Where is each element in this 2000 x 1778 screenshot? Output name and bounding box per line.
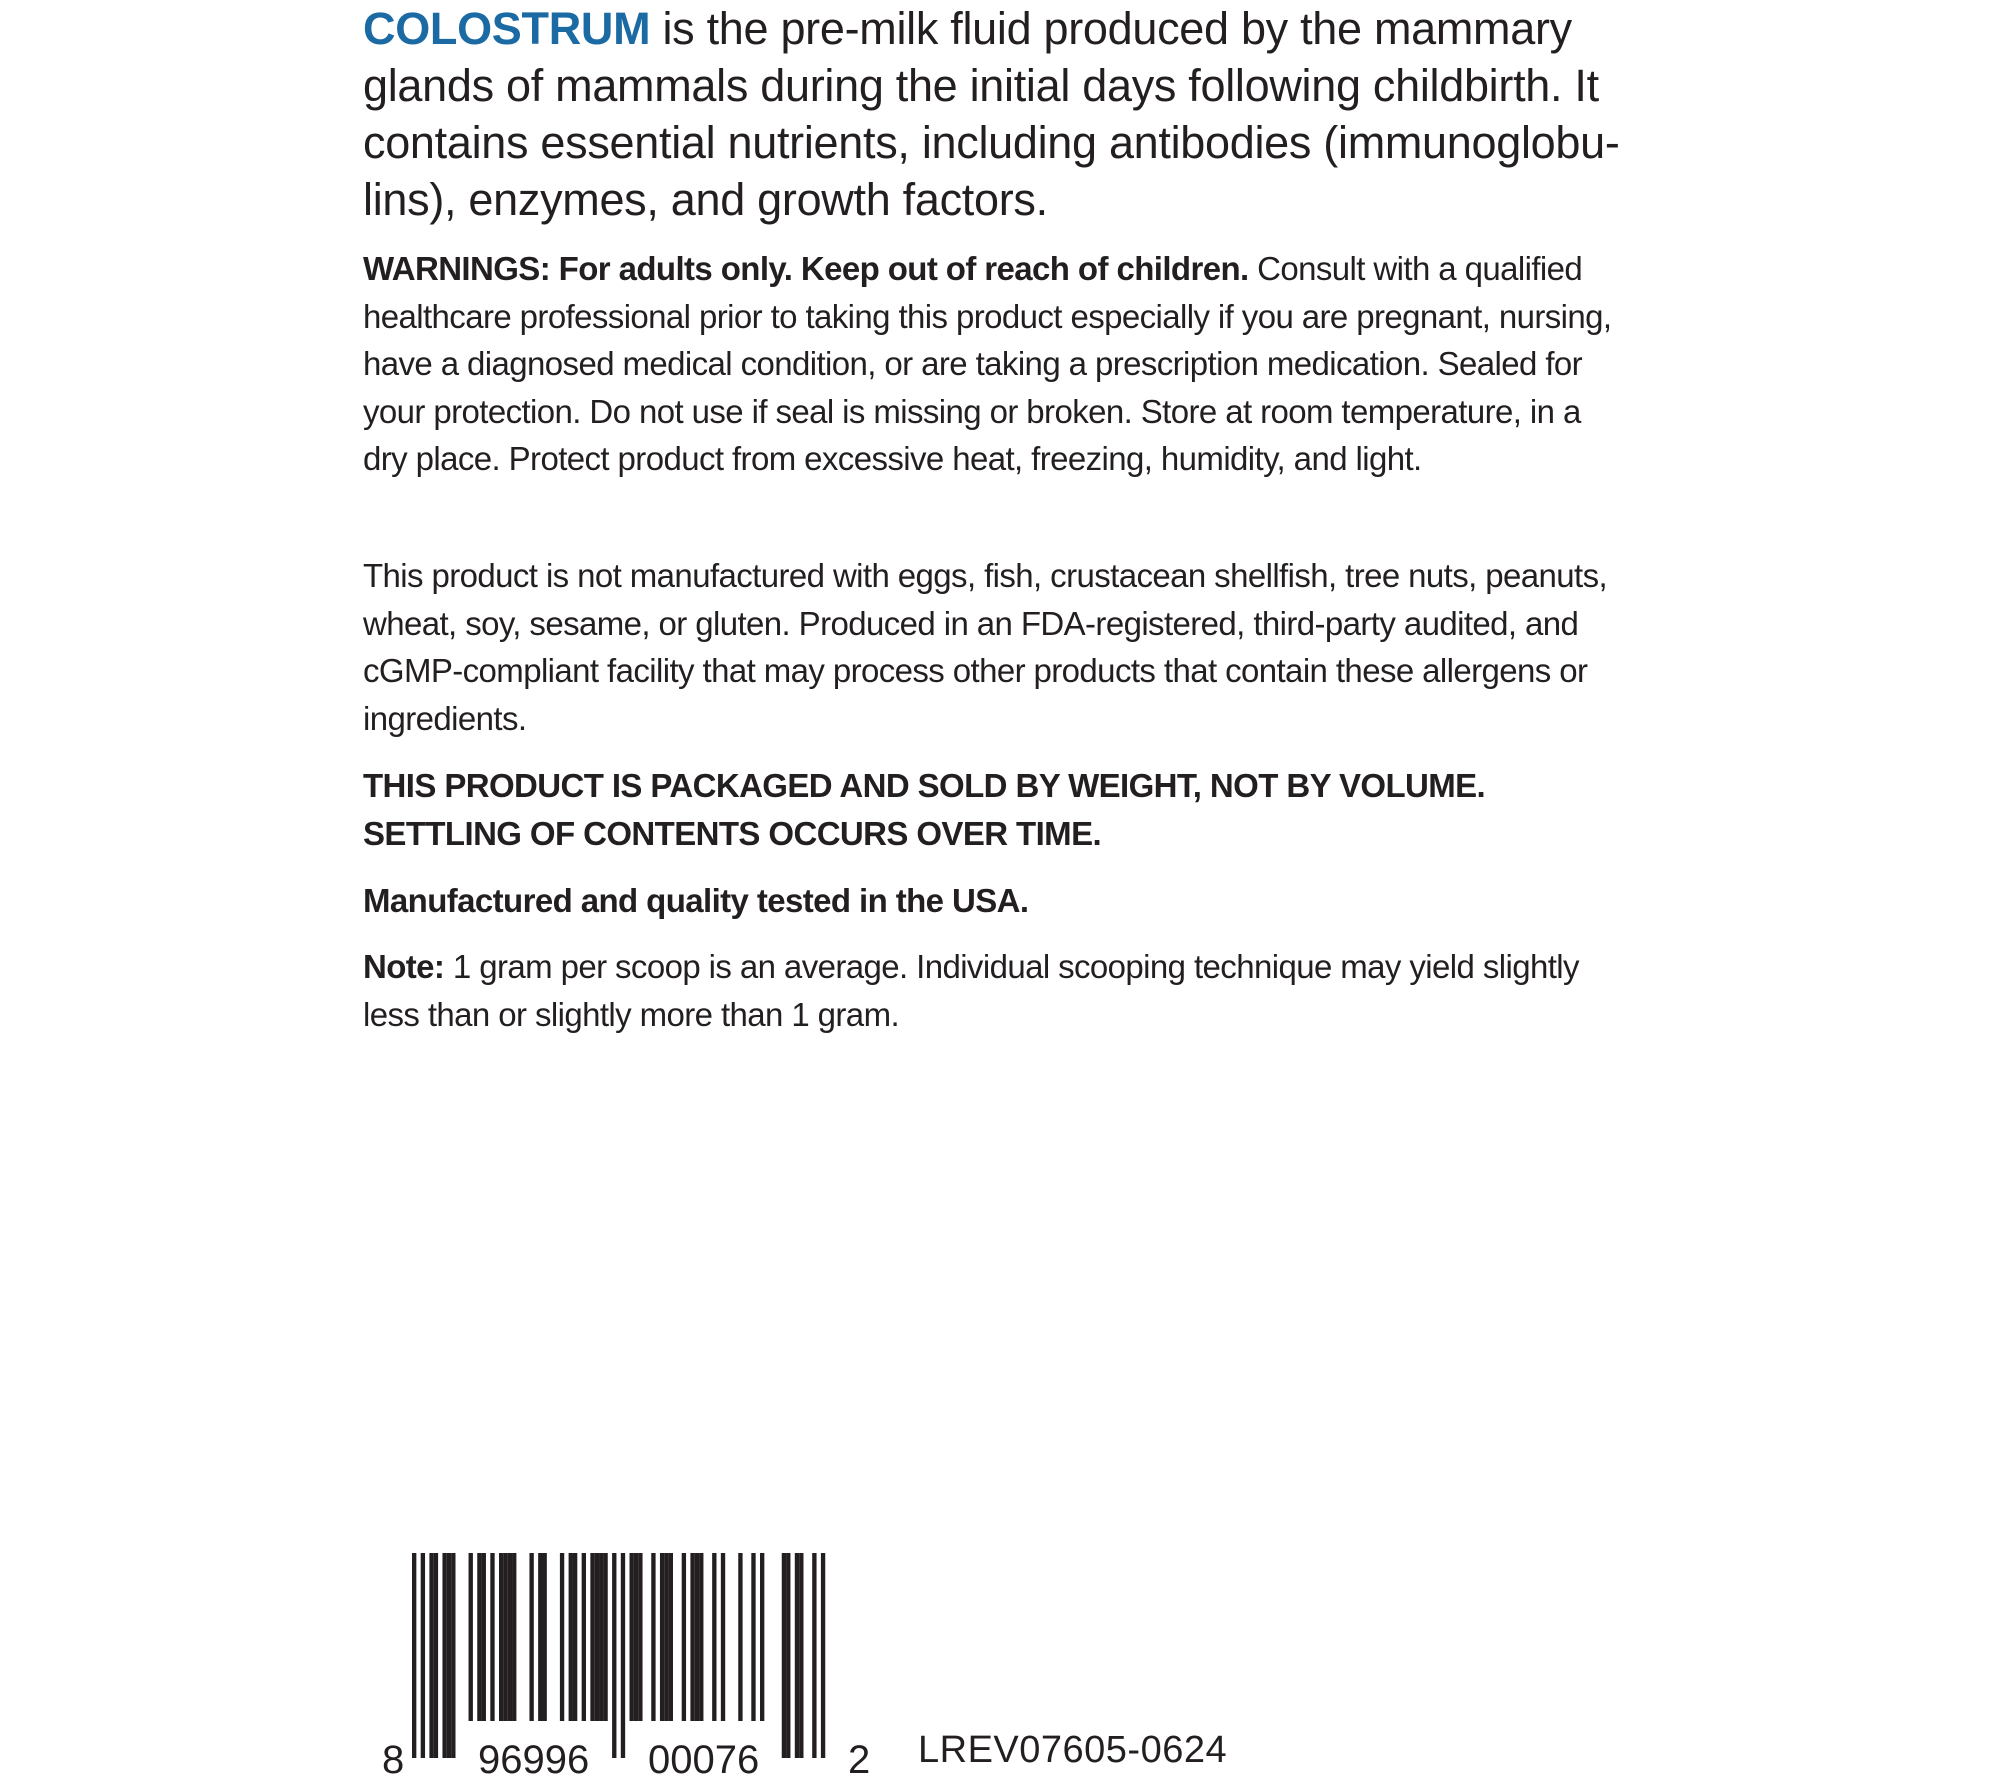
barcode-bar (434, 1553, 438, 1758)
barcode-bar (712, 1553, 716, 1721)
weight-notice-line-1: THIS PRODUCT IS PACKAGED AND SOLD BY WEIGHT, NOT BY VOLUME. (363, 767, 1486, 804)
barcode-bar (660, 1553, 664, 1721)
barcode-bar (634, 1553, 638, 1721)
barcode-bar (786, 1553, 790, 1758)
upc-barcode (360, 1553, 900, 1778)
barcode-bar (469, 1553, 473, 1721)
barcode-bar (442, 1553, 446, 1758)
allergen-statement: This product is not manufactured with eggs, fish, crustacean shellfish, tree nuts, peanuts, wheat, soy, sesame, or gluten. Produced in an FDA-registered, third-party audited, and cGMP-compliant facility that may process other products that contain these allergens or ingredients. (363, 557, 1608, 737)
scoop-note (363, 943, 1633, 1038)
barcode-bar (630, 1553, 634, 1721)
barcode-bar (508, 1553, 512, 1721)
colostrum-description (363, 0, 1633, 228)
barcode-bar (590, 1553, 594, 1721)
barcode-bar (760, 1553, 764, 1721)
barcode-bar (669, 1553, 673, 1721)
barcode-bar (751, 1553, 755, 1721)
barcode-digit-last: 2 (848, 1738, 871, 1778)
barcode-bar (482, 1553, 486, 1721)
weight-notice-line-2: SETTLING OF CONTENTS OCCURS OVER TIME. (363, 814, 1102, 852)
barcode-bar (451, 1553, 455, 1758)
barcode-bar (569, 1553, 573, 1721)
barcode-digit-first: 8 (382, 1738, 405, 1778)
barcode-bar (412, 1553, 416, 1758)
barcode-bar (795, 1553, 799, 1758)
barcode-bar (595, 1553, 599, 1721)
barcode-bar (782, 1553, 786, 1758)
barcode-bar (538, 1553, 542, 1721)
barcode-bar (695, 1553, 699, 1721)
barcode-bar (651, 1553, 655, 1721)
barcode-bar (599, 1553, 603, 1721)
warnings-lead: WARNINGS: For adults only. Keep out of reach of children. (363, 250, 1249, 287)
barcode-bar (812, 1553, 816, 1758)
colostrum-description-text: is the pre-milk fluid produced by the mammary glands of mammals during the initial days following childbirth. It contains essential nutrients, including antibodies (immunoglobu-lins), enzymes, and growth factors. (363, 3, 1620, 225)
barcode-bar (799, 1553, 803, 1758)
barcode-bar (821, 1553, 825, 1758)
barcode-digits-right: 00076 (648, 1738, 760, 1778)
barcode-bar (512, 1553, 516, 1721)
note-text: 1 gram per scoop is an average. Individual scooping technique may yield slightly less than or slightly more than 1 gram. (363, 948, 1579, 1033)
barcode-bar (421, 1553, 425, 1758)
barcode-bar (664, 1553, 668, 1721)
weight-notice (363, 762, 1633, 857)
barcode-bar (582, 1553, 586, 1721)
barcode-bar (612, 1553, 616, 1758)
barcode-bar (499, 1553, 503, 1721)
barcode-digits-left: 96996 (478, 1738, 590, 1778)
barcode-bar (573, 1553, 577, 1721)
barcode-bar (503, 1553, 507, 1721)
note-lead: Note: (363, 948, 445, 985)
barcode-bar (429, 1553, 433, 1758)
barcode-bar (447, 1553, 451, 1758)
barcode-bar (682, 1553, 686, 1721)
barcode-bar (699, 1553, 703, 1721)
barcode-graphic (360, 1553, 900, 1778)
barcode-bar (529, 1553, 533, 1721)
barcode-bar (690, 1553, 694, 1721)
barcode-bar (477, 1553, 481, 1721)
barcode-bar (738, 1553, 742, 1721)
barcode-bar (603, 1553, 607, 1721)
origin-statement: Manufactured and quality tested in the USA. (363, 882, 1029, 919)
colostrum-term: COLOSTRUM (363, 3, 651, 54)
barcode-bar (543, 1553, 547, 1721)
barcode-bar (621, 1553, 625, 1758)
barcode-bar (638, 1553, 642, 1721)
warnings-text: Consult with a qualified healthcare professional prior to taking this product especially if you are pregnant, nursing, have a diagnosed medical condition, or are taking a prescription medication. Sealed for your protection. Do not use if seal is missing or broken. Store at room temperature, in a dry place. Protect product from excessive heat, freezing, humidity, and light. (363, 250, 1612, 477)
revision-code: LREV07605-0624 (918, 1729, 1228, 1771)
barcode-bar (721, 1553, 725, 1721)
warnings-paragraph (363, 245, 1633, 483)
barcode-bar (560, 1553, 564, 1721)
barcode-bar (490, 1553, 494, 1721)
